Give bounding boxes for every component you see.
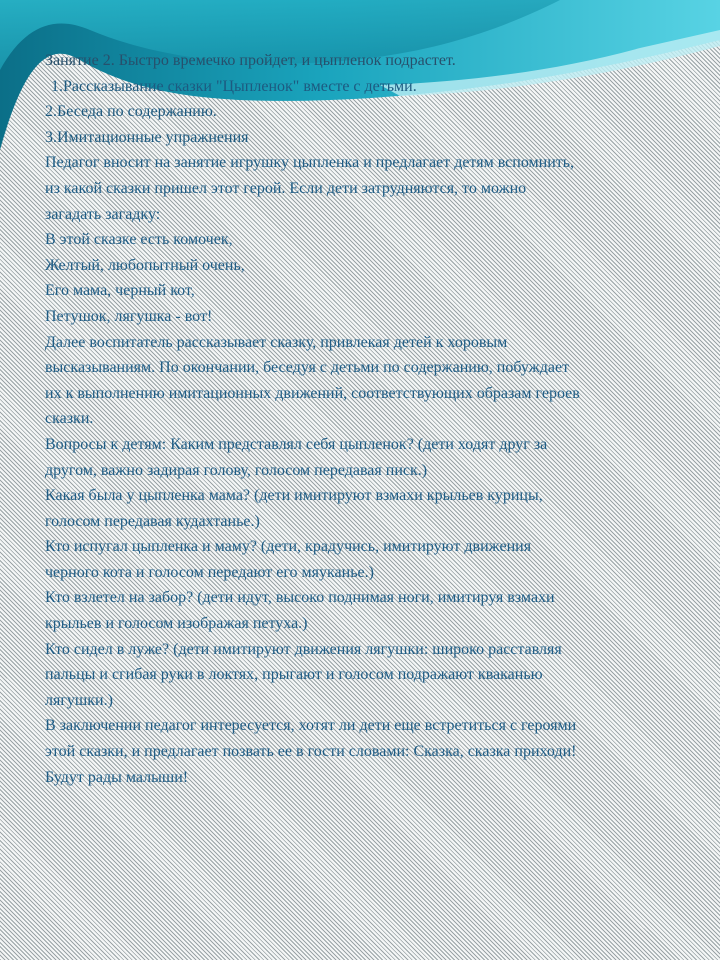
task-item: 3.Имитационные упражнения	[45, 128, 249, 146]
question-line: голосом передавая кудахтанье.)	[45, 512, 260, 530]
conclusion-line: этой сказки, и предлагает позвать ее в гости словами: Сказка, сказка приходи!	[45, 743, 577, 761]
riddle-line: В этой сказке есть комочек,	[45, 231, 233, 249]
riddle-line: Желтый, любопытный очень,	[45, 256, 245, 274]
riddle-line: Петушок, лягушка - вот!	[45, 307, 213, 325]
document-text	[45, 48, 675, 790]
body-line: Далее воспитатель рассказывает сказку, привлекая детей к хоровым	[45, 333, 508, 351]
question-line: крыльев и голосом изображая петуха.)	[45, 615, 308, 633]
task-item: 2.Беседа по содержанию.	[45, 103, 217, 121]
body-line: сказки.	[45, 410, 94, 428]
question-line: пальцы и сгибая руки в локтях, прыгают и голосом подражают кваканью	[45, 666, 543, 684]
question-line: другом, важно задирая голову, голосом передавая писк.)	[45, 461, 428, 479]
conclusion-line: В заключении педагог интересуется, хотят ли дети еще встретиться с героями	[45, 717, 577, 735]
body-line: их к выполнению имитационных движений, соответствующих образам героев	[45, 384, 580, 402]
conclusion-line: Будут рады малыши!	[45, 768, 189, 786]
question-line: лягушки.)	[45, 691, 113, 709]
body-line: из какой сказки пришел этот герой. Если дети затрудняются, то можно	[45, 179, 527, 197]
question-line: Вопросы к детям: Каким представлял себя цыпленок? (дети ходят друг за	[45, 435, 548, 453]
body-line: загадать загадку:	[45, 205, 161, 223]
question-line: Какая была у цыпленка мама? (дети имитируют взмахи крыльев курицы,	[45, 487, 543, 505]
body-line: Педагог вносит на занятие игрушку цыпленка и предлагает детям вспомнить,	[45, 154, 575, 172]
document-title: Занятие 2. Быстро времечко пройдет, и цыпленок подрастет.	[45, 52, 456, 69]
question-line: Кто взлетел на забор? (дети идут, высоко поднимая ноги, имитируя взмахи	[45, 589, 555, 607]
question-line: Кто испугал цыпленка и маму? (дети, крадучись, имитируют движения	[45, 538, 532, 556]
riddle-line: Его мама, черный кот,	[45, 282, 195, 300]
task-item: 1.Рассказывание сказки "Цыпленок" вместе с детьми.	[51, 77, 417, 95]
body-line: высказываниям. По окончании, беседуя с детьми по содержанию, побуждает	[45, 359, 570, 377]
question-line: Кто сидел в луже? (дети имитируют движения лягушки: широко расставляя	[45, 640, 562, 658]
question-line: черного кота и голосом передают его мяуканье.)	[45, 563, 374, 581]
